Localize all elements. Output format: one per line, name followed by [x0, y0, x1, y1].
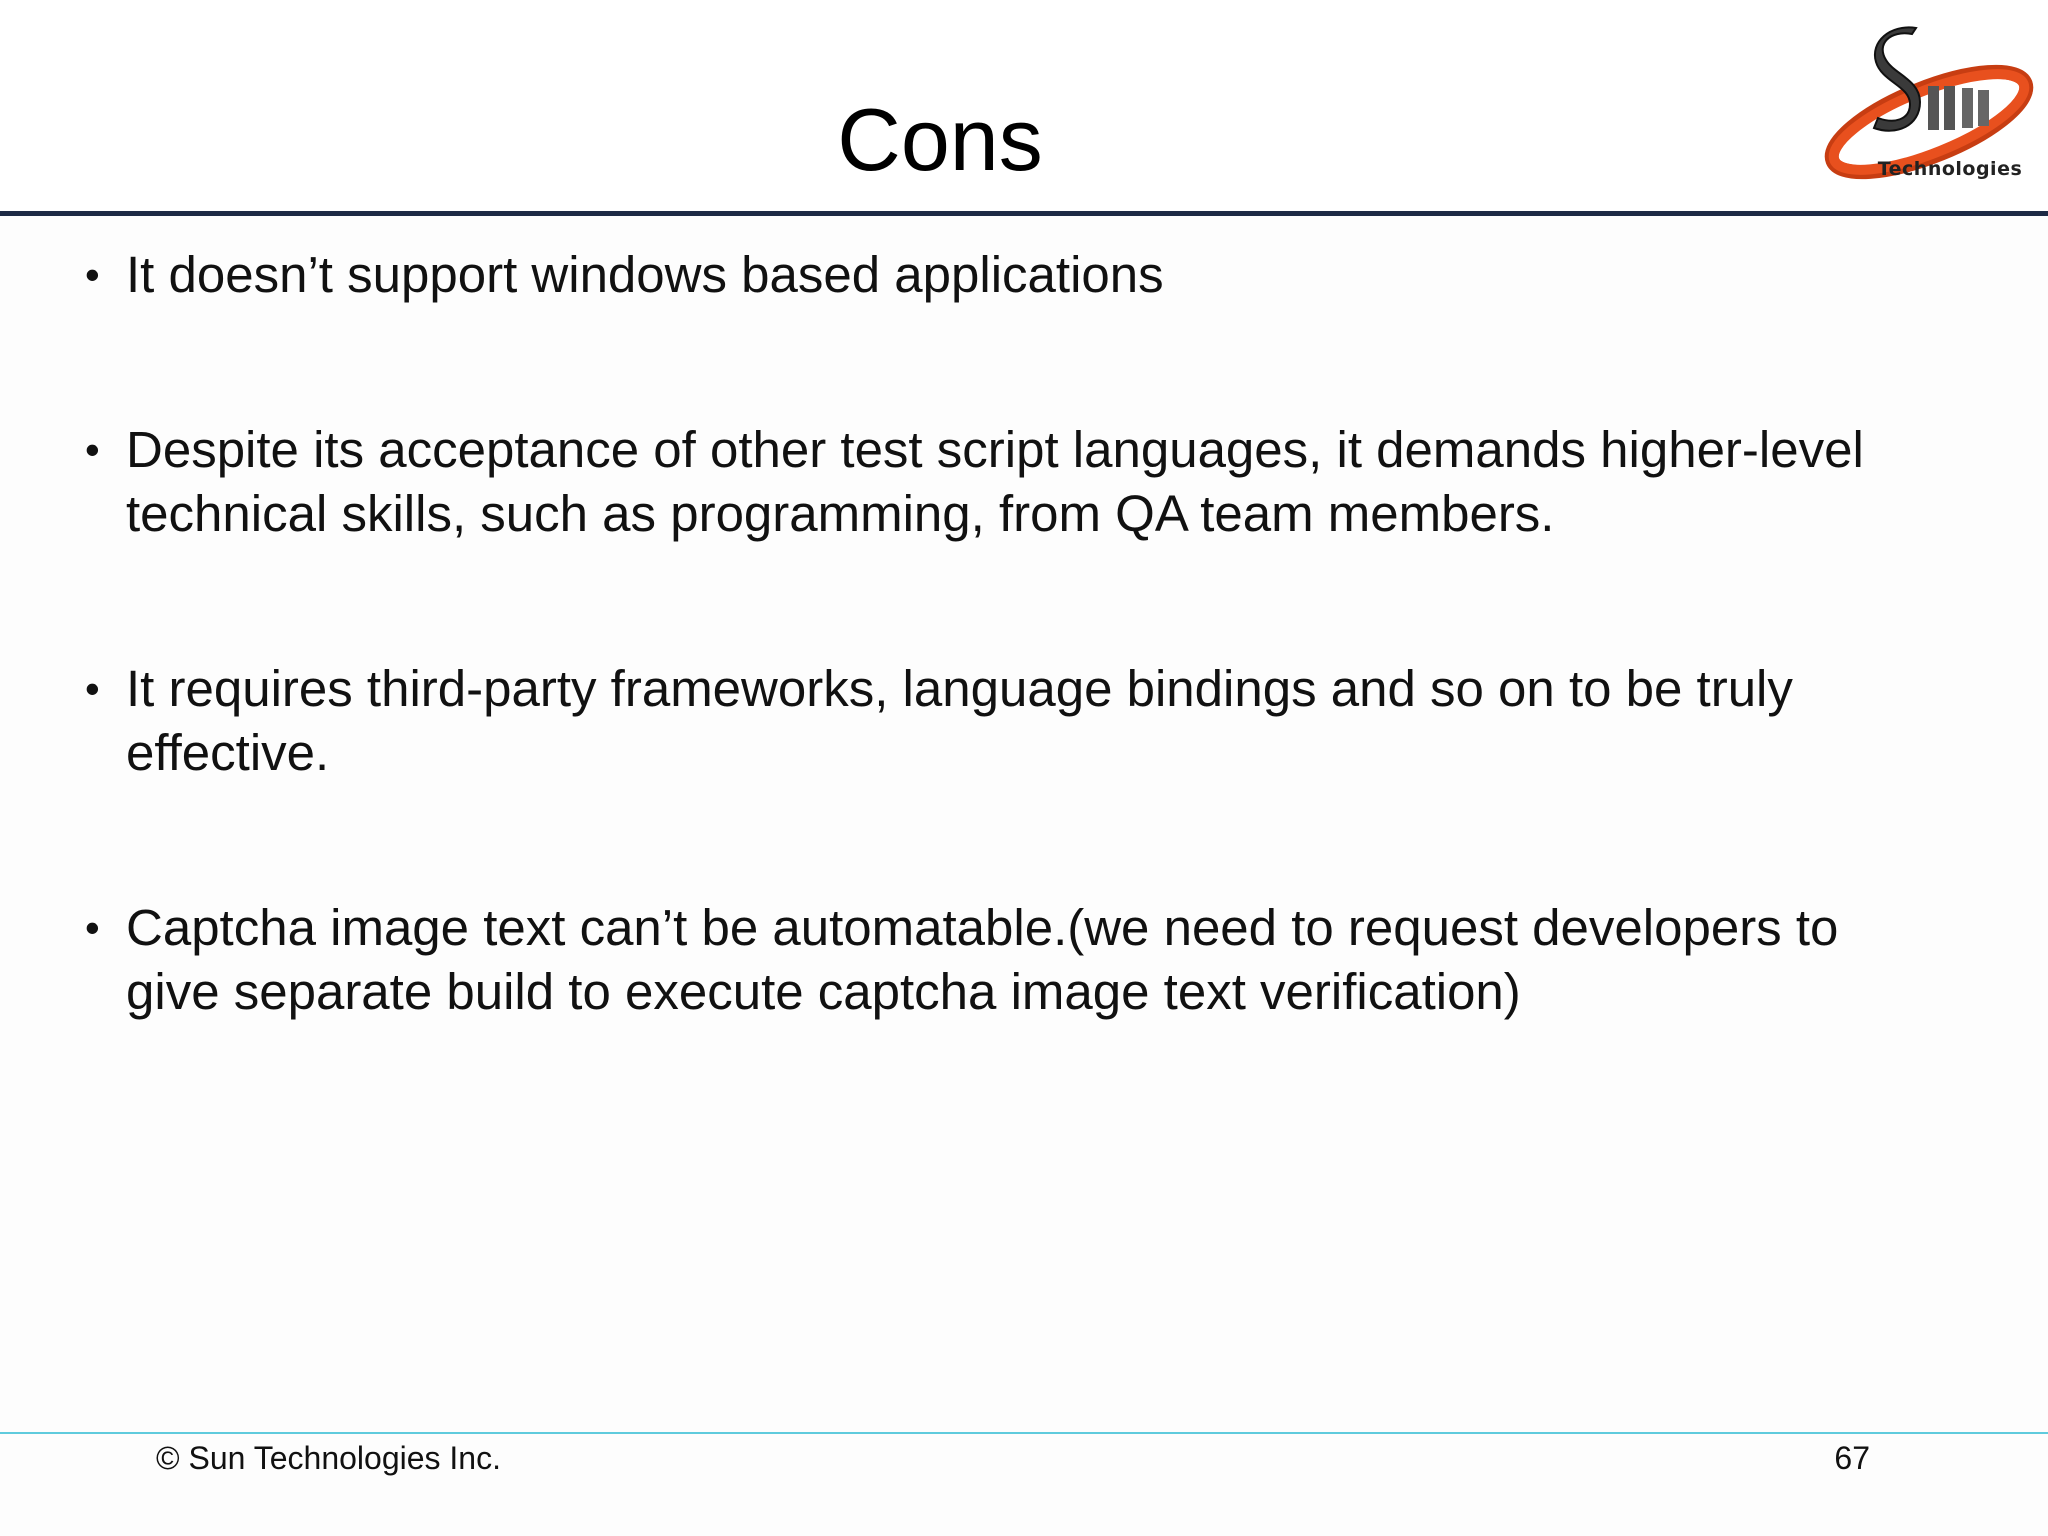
bullet-text: Captcha image text can’t be automatable.(we need to request developers to give separate build to execute captcha image text verification)	[126, 899, 1839, 1020]
page-number: 67	[1834, 1440, 1870, 1476]
logo-n-right	[1978, 90, 1989, 126]
logo-caption: Technologies	[1877, 158, 2023, 180]
slide-title: Cons	[837, 90, 1043, 189]
footer-divider	[0, 1432, 2048, 1434]
bullet-item	[85, 418, 1945, 546]
bullet-text: It doesn’t support windows based applications	[126, 246, 1164, 303]
logo-u-right	[1944, 86, 1955, 130]
bullet-item	[85, 657, 1945, 785]
slide-header	[0, 0, 2048, 214]
bullet-dot-icon: •	[85, 665, 100, 712]
bullet-item	[85, 896, 1945, 1024]
bullet-dot-icon: •	[85, 426, 100, 473]
title-divider	[0, 211, 2048, 216]
bullet-item	[85, 243, 1945, 307]
bullet-dot-icon: •	[85, 251, 100, 298]
logo-u-left	[1928, 86, 1939, 130]
footer-copyright: © Sun Technologies Inc.	[156, 1440, 501, 1476]
bullet-text: It requires third-party frameworks, language bindings and so on to be truly effective.	[126, 660, 1793, 781]
logo-n-left	[1962, 88, 1973, 128]
bullet-list	[85, 243, 1945, 1135]
bullet-dot-icon: •	[85, 904, 100, 951]
bullet-text: Despite its acceptance of other test script languages, it demands higher-level technical skills, such as programming, from QA team members.	[126, 421, 1864, 542]
